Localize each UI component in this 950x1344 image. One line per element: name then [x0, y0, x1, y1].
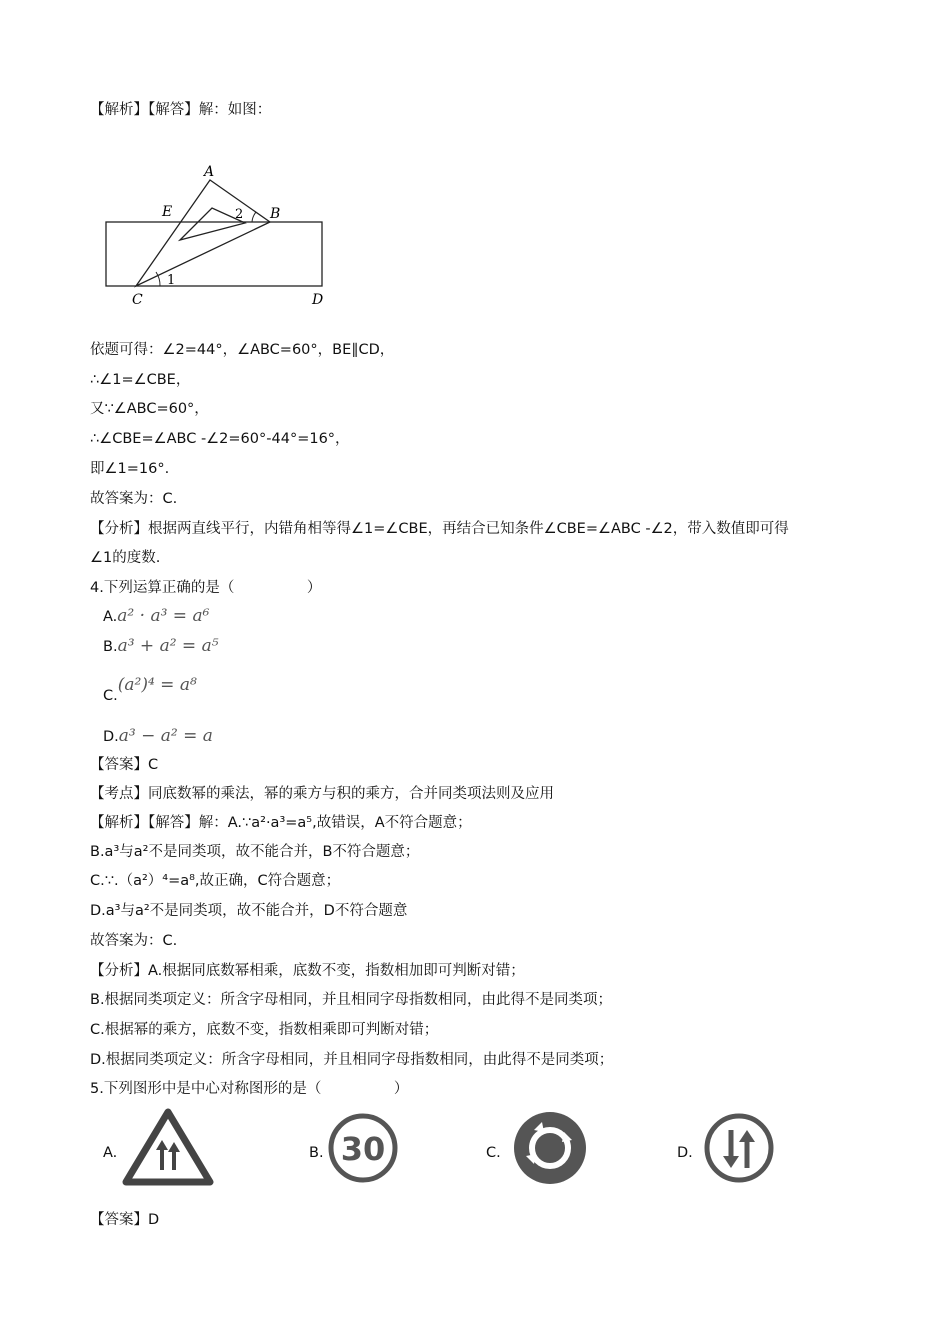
line-analysis-1: 【解析】【解答】解：如图：: [90, 102, 272, 118]
q4-analysis-c: C.根据幂的乘方，底数不变，指数相乘即可判断对错；: [90, 1022, 439, 1038]
q4-option-d-expr: a³ − a² = a: [118, 726, 213, 746]
q4-option-a-letter: A.: [103, 609, 118, 625]
line-analysis-q3-cont: ∠1的度数.: [90, 550, 161, 566]
geometry-figure: [100, 160, 340, 310]
q4-option-a: [103, 606, 209, 627]
line-therefore-2: ∴∠CBE=∠ABC -∠2=60°-44°=16°，: [90, 431, 350, 447]
roundabout-sign-icon: [512, 1110, 588, 1186]
q4-final-answer: 故答案为：C.: [90, 933, 178, 949]
q4-option-d: [103, 726, 213, 747]
label-1: 1: [167, 273, 176, 288]
line-thus: 即∠1=16°.: [90, 461, 170, 477]
q4-option-d-letter: D.: [103, 729, 119, 745]
line-also: 又∵∠ABC=60°，: [90, 401, 209, 417]
q4-option-b-expr: a³ + a² = a⁵: [117, 636, 219, 656]
q4-knowledge: 【考点】同底数幂的乘法，幂的乘方与积的乘方，合并同类项法则及应用: [90, 786, 554, 802]
q4-analysis-d: D.根据同类项定义：所含字母相同，并且相同字母指数相同，由此得不是同类项；: [90, 1052, 614, 1068]
q4-option-b: [103, 636, 219, 657]
q4-option-c: [103, 675, 197, 704]
question-4-title: 4.下列运算正确的是（ ）: [90, 580, 322, 596]
line-analysis-q3: 【分析】根据两直线平行，内错角相等得∠1=∠CBE，再结合已知条件∠CBE=∠ABC -∠2，带入数值即可得: [90, 521, 789, 537]
line-answer-q3: 故答案为：C.: [90, 491, 178, 507]
q4-option-c-expr: (a²)⁴ = a⁸: [117, 675, 197, 695]
q4-solution-c: C.∵.（a²）⁴=a⁸,故正确，C符合题意；: [90, 873, 341, 889]
label-C: C: [132, 292, 143, 308]
q4-solution-a: 【解析】【解答】解：A.∵a²·a³=a⁵,故错误，A不符合题意；: [90, 815, 472, 831]
q4-option-b-letter: B.: [103, 639, 118, 655]
q4-solution-b: B.a³与a²不是同类项，故不能合并，B不符合题意；: [90, 844, 420, 860]
q4-answer: 【答案】C: [90, 757, 159, 773]
q5-answer: 【答案】D: [90, 1212, 160, 1228]
q4-analysis-b: B.根据同类项定义：所含字母相同，并且相同字母指数相同，由此得不是同类项；: [90, 992, 613, 1008]
warning-triangle-sign-icon: [122, 1108, 214, 1186]
q4-option-a-expr: a² · a³ = a⁶: [117, 606, 210, 626]
q4-option-c-letter: C.: [103, 688, 118, 704]
label-E: E: [162, 204, 173, 220]
q5-option-a-label: A.: [103, 1145, 118, 1161]
label-A: A: [204, 164, 215, 180]
line-given: 依题可得：∠2=44°，∠ABC=60°，BE∥CD，: [90, 342, 395, 358]
two-way-traffic-sign-icon: [703, 1112, 775, 1184]
q5-option-c-label: C.: [486, 1145, 501, 1161]
label-2: 2: [235, 207, 244, 222]
q5-option-d-label: D.: [677, 1145, 693, 1161]
line-therefore-1: ∴∠1=∠CBE，: [90, 372, 191, 388]
q4-analysis-a: 【分析】A.根据同底数幂相乘，底数不变，指数相加即可判断对错；: [90, 963, 525, 979]
angle-2-arc: [252, 212, 256, 222]
triangle-outer: [136, 180, 270, 286]
q4-solution-d: D.a³与a²不是同类项，故不能合并，D不符合题意: [90, 903, 408, 919]
label-D: D: [312, 292, 324, 308]
svg-text:30: 30: [340, 1130, 386, 1168]
question-5-title: 5.下列图形中是中心对称图形的是（ ）: [90, 1081, 409, 1097]
speed-limit-sign-icon: [327, 1112, 399, 1184]
label-B: B: [270, 206, 281, 222]
q5-option-b-label: B.: [309, 1145, 324, 1161]
